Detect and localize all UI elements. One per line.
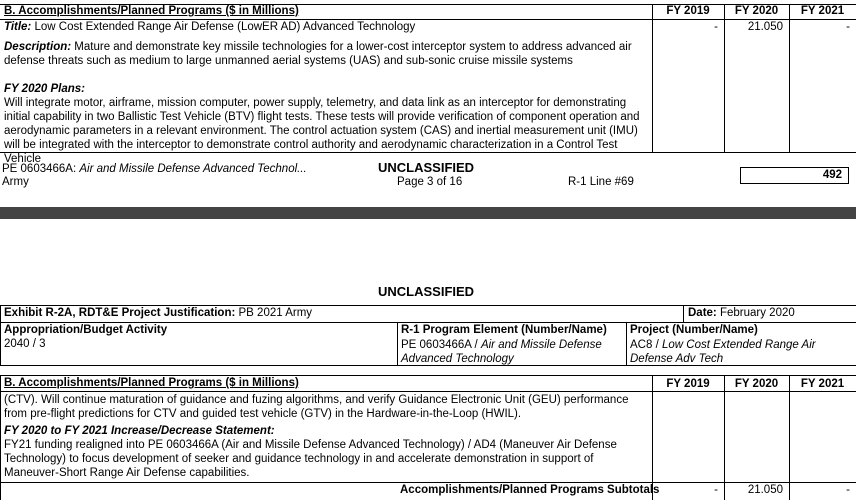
footer-page: Page 3 of 16 bbox=[397, 176, 463, 188]
description: Description: Mature and demonstrate key missile technologies for a lower-cost interceptor system to address advanced air defense threats such as medium to large unmanned aerial systems (UAS) and sub-sonic cruise missile systems bbox=[4, 41, 632, 67]
section-header: B. Accomplishments/Planned Programs ($ in Millions) bbox=[4, 5, 299, 17]
page2-section-header: B. Accomplishments/Planned Programs ($ in Millions) bbox=[4, 377, 299, 389]
exhibit-title: Exhibit R-2A, RDT&E Project Justification: PB 2021 Army bbox=[4, 307, 313, 319]
program-title: Title: Low Cost Extended Range Air Defense (LowER AD) Advanced Technology bbox=[4, 21, 416, 33]
continued-text: (CTV). Will continue maturation of guidance and fuzing algorithms, and verify Guidance Electronic Unit (GEU) performance from pre-flight predictions for CTV and guided test vehicle (GTV) in the Hardware-in-the-Loop (HWIL). bbox=[4, 394, 629, 420]
fy2021-header: FY 2021 bbox=[800, 5, 845, 17]
change-text: FY21 funding realigned into PE 0603466A (Air and Missile Defense Advanced Technology) / AD4 (Maneuver Air Defense Technology) to focus development of seeker and guidance technology in and accelerate demonstration in support of Maneuver-Short Range Air Defense capabilities. bbox=[4, 439, 617, 479]
approp-label: Appropriation/Budget Activity bbox=[4, 324, 168, 336]
exhibit-date: Date: February 2020 bbox=[688, 307, 795, 319]
page2-classification: UNCLASSIFIED bbox=[378, 284, 475, 299]
project-value: AC8 / Low Cost Extended Range Air Defense Adv Tech bbox=[630, 339, 816, 365]
fy2021-value: - bbox=[846, 21, 850, 33]
r1-value: PE 0603466A / Air and Missile Defense Advanced Technology bbox=[401, 339, 602, 365]
approp-value: 2040 / 3 bbox=[4, 338, 46, 350]
fy2019-header: FY 2019 bbox=[666, 5, 710, 17]
subtotal-label: Accomplishments/Planned Programs Subtotals bbox=[400, 484, 660, 496]
fy2019-value: - bbox=[714, 21, 718, 33]
page2-fy2020-header: FY 2020 bbox=[734, 378, 779, 390]
footer-pe: PE 0603466A: Air and Missile Defense Advanced Technol... bbox=[2, 163, 307, 175]
page-separator bbox=[0, 207, 856, 219]
footer-line: R-1 Line #69 bbox=[568, 176, 634, 188]
subtotal-fy2021: - bbox=[846, 484, 850, 496]
fy2020-value: 21.050 bbox=[747, 21, 783, 33]
plans-label: FY 2020 Plans: bbox=[4, 83, 85, 95]
footer-classification: UNCLASSIFIED bbox=[378, 160, 475, 175]
page2-fy2019-header: FY 2019 bbox=[666, 378, 710, 390]
plans-text: Will integrate motor, airframe, mission computer, power supply, telemetry, and data link as an interceptor for demonstrating initial capability in two Ballistic Test Vehicle (BTV) flight tests. These tests will provide verification of component operation and aerodynamic parameters in a relevant environment. The control actuation system (CAS) and inertial measurement unit (IMU) will be integrated with the interceptor to demonstrate control authority and aerodynamic characterization in a Control Test Vehicle bbox=[4, 97, 640, 165]
page-number-box: 492 bbox=[740, 167, 849, 184]
subtotal-fy2019: - bbox=[714, 484, 718, 496]
project-label: Project (Number/Name) bbox=[630, 324, 758, 336]
footer-agency: Army bbox=[2, 176, 29, 188]
subtotal-fy2020: 21.050 bbox=[747, 484, 783, 496]
fy2020-header: FY 2020 bbox=[734, 5, 779, 17]
change-label: FY 2020 to FY 2021 Increase/Decrease Statement: bbox=[4, 425, 275, 437]
r1-label: R-1 Program Element (Number/Name) bbox=[401, 324, 607, 336]
page2-fy2021-header: FY 2021 bbox=[800, 378, 845, 390]
